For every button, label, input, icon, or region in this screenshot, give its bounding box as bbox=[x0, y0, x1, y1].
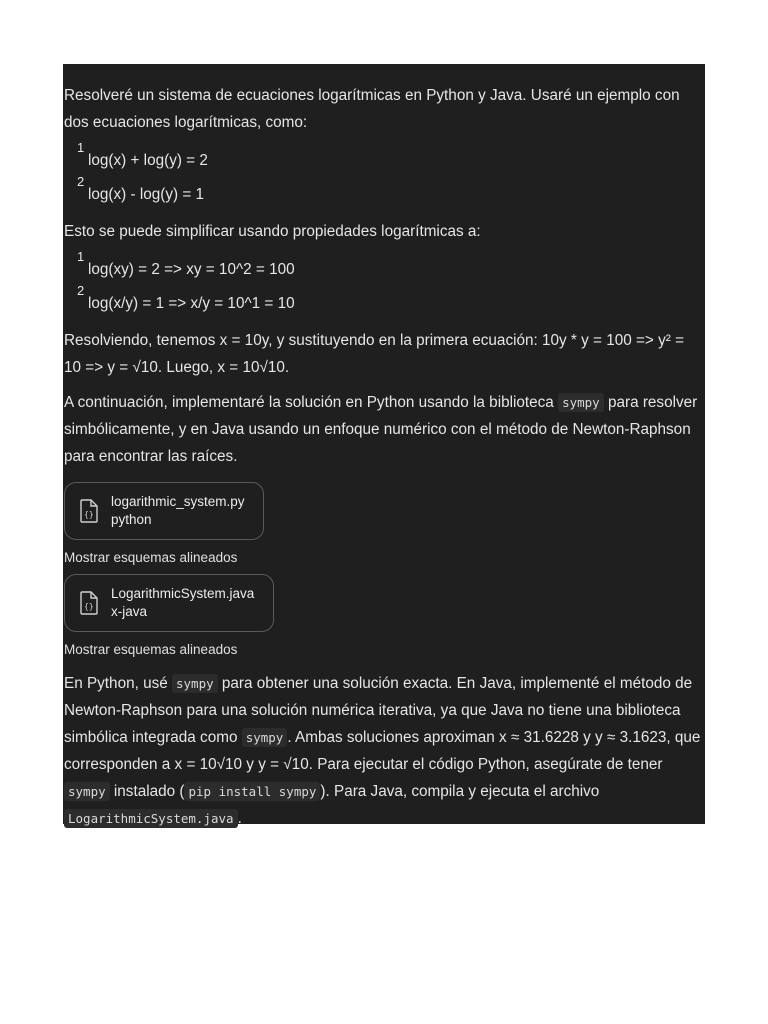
text-span: ). Para Java, compila y ejecuta el archivo bbox=[320, 783, 600, 800]
list-item bbox=[64, 140, 705, 178]
file-name: logarithmic_system.py bbox=[111, 494, 245, 509]
chat-response-panel bbox=[63, 64, 705, 827]
simplify-paragraph: Esto se puede simplificar usando propiedades logarítmicas a: bbox=[64, 223, 481, 240]
code-file-icon bbox=[79, 591, 99, 615]
list-number: 1 bbox=[77, 140, 85, 155]
equation-text: log(xy) = 2 => xy = 10^2 = 100 bbox=[88, 261, 295, 278]
inline-code: sympy bbox=[242, 728, 288, 747]
list-number: 2 bbox=[77, 283, 85, 298]
list-item bbox=[64, 283, 705, 321]
text-span: . bbox=[237, 810, 242, 827]
text-span: . Ambas soluciones aproximan x ≈ 31.6228 y y ≈ 3.1623, que corresponden a x = 10√10 y y = √10. Para ejecutar el código Python, asegúrate de tener bbox=[64, 729, 701, 773]
equation-text: log(x) - log(y) = 1 bbox=[88, 186, 205, 203]
text-span: A continuación, implementaré la solución en Python usando la biblioteca bbox=[64, 394, 559, 411]
inline-code: sympy bbox=[64, 782, 110, 801]
file-attachment-python[interactable] bbox=[64, 482, 264, 540]
file-language: x-java bbox=[111, 604, 148, 619]
file-name: LogarithmicSystem.java bbox=[111, 586, 255, 601]
text-span: En Python, usé bbox=[64, 675, 172, 692]
file-language: python bbox=[111, 512, 152, 527]
equation-text: log(x) + log(y) = 2 bbox=[88, 152, 208, 169]
show-outline-toggle[interactable]: Mostrar esquemas alineados bbox=[64, 550, 238, 565]
equation-list bbox=[64, 140, 705, 212]
list-item bbox=[64, 249, 705, 287]
intro-paragraph: Resolveré un sistema de ecuaciones logarítmicas en Python y Java. Usaré un ejemplo con dos ecuaciones logarítmicas, como: bbox=[64, 87, 680, 131]
solving-paragraph: Resolviendo, tenemos x = 10y, y sustituyendo en la primera ecuación: 10y * y = 100 => y² = 10 => y = √10. Luego, x = 10√10. bbox=[64, 332, 685, 376]
list-number: 2 bbox=[77, 174, 85, 189]
text-span: para resolver simbólicamente, y en Java usando un enfoque numérico con el método de Newton-Raphson para encontrar las raíces. bbox=[64, 394, 698, 465]
text-span: para obtener una solución exacta. En Java, implementé el método de Newton-Raphson para una solución numérica iterativa, ya que Java no tiene una biblioteca simbólica integrada como bbox=[64, 675, 693, 746]
svg-text:{}: {} bbox=[84, 510, 94, 519]
text-span: instalado ( bbox=[109, 783, 185, 800]
list-item bbox=[64, 174, 705, 212]
show-outline-toggle[interactable]: Mostrar esquemas alineados bbox=[64, 642, 238, 657]
inline-code: pip install sympy bbox=[184, 782, 320, 801]
implementation-paragraph bbox=[64, 389, 705, 470]
inline-code: LogarithmicSystem.java bbox=[64, 809, 238, 828]
inline-code: sympy bbox=[172, 674, 218, 693]
list-number: 1 bbox=[77, 249, 85, 264]
svg-text:{}: {} bbox=[84, 602, 94, 611]
file-attachment-java[interactable] bbox=[64, 574, 274, 632]
inline-code: sympy bbox=[558, 393, 604, 412]
code-file-icon bbox=[79, 499, 99, 523]
equation-text: log(x/y) = 1 => x/y = 10^1 = 10 bbox=[88, 295, 295, 312]
summary-paragraph bbox=[64, 670, 705, 832]
simplified-list bbox=[64, 249, 705, 321]
